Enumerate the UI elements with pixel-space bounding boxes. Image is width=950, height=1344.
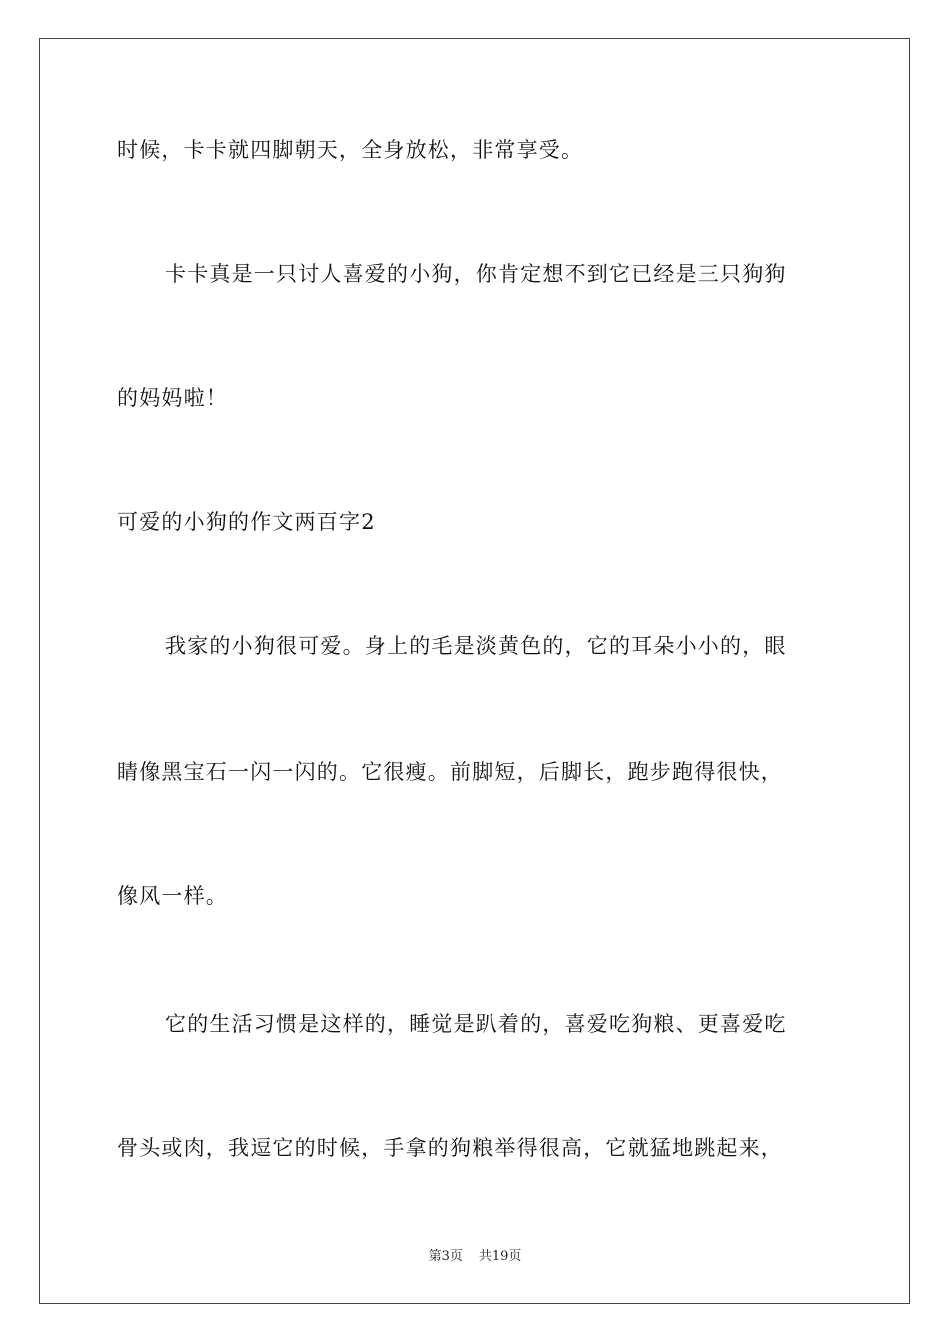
paragraph-line: 时候，卡卡就四脚朝天，全身放松，非常享受。: [117, 138, 584, 162]
paragraph-line: 它的生活习惯是这样的，睡觉是趴着的，喜爱吃狗粮、更喜爱吃: [165, 1012, 787, 1036]
paragraph-line: 睛像黑宝石一闪一闪的。它很瘦。前脚短，后脚长，跑步跑得很快，: [117, 760, 783, 784]
paragraph-line: 卡卡真是一只讨人喜爱的小狗，你肯定想不到它已经是三只狗狗: [165, 262, 787, 286]
paragraph-line: 我家的小狗很可爱。身上的毛是淡黄色的，它的耳朵小小的，眼: [165, 634, 787, 658]
page-border: [39, 38, 910, 1304]
paragraph-line: 的妈妈啦！: [117, 386, 228, 410]
page-number: 第3页: [428, 1249, 463, 1264]
section-heading: 可爱的小狗的作文两百字2: [117, 510, 376, 534]
paragraph-line: 像风一样。: [117, 884, 228, 908]
page-footer: [0, 1248, 950, 1266]
paragraph-line: 骨头或肉，我逗它的时候，手拿的狗粮举得很高，它就猛地跳起来，: [117, 1136, 783, 1160]
page-total: 共19页: [478, 1249, 522, 1264]
